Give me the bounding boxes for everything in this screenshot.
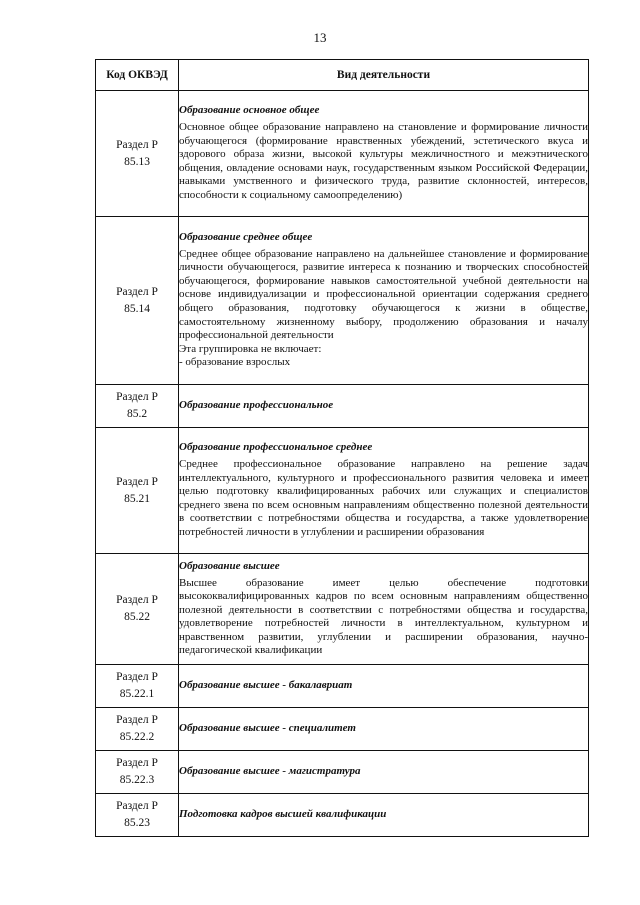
code-cell	[96, 554, 179, 665]
header-code: Код ОКВЭД	[96, 60, 179, 91]
page-number: 13	[313, 30, 327, 45]
code-cell	[96, 794, 179, 837]
code-section: Раздел Р	[116, 714, 158, 726]
exclusion-item: - образование взрослых	[179, 356, 291, 369]
activity-text: Высшее образование имеет целью обеспечение подготовки высококвалифицированных кадров по всем основным направлениям общественно полезной деятельности в соответствии с потребностями общества и государства, удовлетворение потребностей личности в интеллектуальном, культурном и нравственном развитии, углублении и расширении образования, научно-педагогической квалификации	[179, 576, 588, 657]
table-row	[96, 665, 589, 708]
code-number: 85.23	[124, 817, 150, 829]
table-row	[96, 794, 589, 837]
code-number: 85.2	[126, 408, 148, 420]
code-number: 85.21	[124, 492, 150, 505]
code-section: Раздел Р	[116, 757, 158, 769]
activity-title: Образование профессиональное	[179, 399, 334, 412]
code-cell	[96, 217, 179, 385]
code-section: Раздел Р	[116, 285, 158, 298]
code-number: 85.22.3	[119, 774, 155, 786]
table-row	[96, 91, 589, 217]
code-cell	[96, 751, 179, 794]
activity-cell	[179, 385, 589, 428]
activity-title: Образование среднее общее	[179, 231, 313, 244]
code-section: Раздел Р	[116, 594, 158, 606]
activity-cell	[179, 665, 589, 708]
code-number: 85.22	[124, 611, 150, 623]
exclusion-intro: Эта группировка не включает:	[179, 342, 322, 355]
table-row	[96, 385, 589, 428]
table-row	[96, 751, 589, 794]
activity-title: Образование высшее	[179, 559, 280, 572]
code-number: 85.13	[124, 155, 150, 168]
code-section: Раздел Р	[116, 138, 158, 151]
header-activity: Вид деятельности	[179, 60, 589, 91]
code-section: Раздел Р	[116, 671, 158, 683]
code-section: Раздел Р	[116, 800, 158, 812]
table-row	[96, 428, 589, 554]
activity-cell	[179, 708, 589, 751]
code-section: Раздел Р	[116, 475, 158, 488]
activity-cell	[179, 554, 589, 665]
table-header-row	[96, 60, 589, 91]
activity-title: Образование основное общее	[179, 104, 320, 117]
code-cell	[96, 665, 179, 708]
activity-title: Подготовка кадров высшей квалификации	[179, 808, 387, 821]
table-row	[96, 554, 589, 665]
activity-cell	[179, 91, 589, 217]
table-row	[96, 217, 589, 385]
activity-title: Образование высшее - специалитет	[179, 722, 356, 735]
activity-cell	[179, 751, 589, 794]
table-row	[96, 708, 589, 751]
code-number: 85.22.2	[119, 731, 155, 743]
code-cell	[96, 708, 179, 751]
activity-text: Среднее профессиональное образование направлено на решение задач интеллектуального, культурного и профессионального развития человека и имеет целью подготовку квалифицированных рабочих или служащих и специалистов среднего звена по всем основным направлениям общественно полезной деятельности в соответствии с потребностями общества и государства, а также удовлетворение потребностей личности в углублении и расширении образования	[179, 458, 588, 538]
code-number: 85.22.1	[119, 688, 155, 700]
activity-text: Среднее общее образование направлено на дальнейшее становление и формирование личности обучающегося, развитие интереса к познанию и творческих способностей обучающегося, формирование навыков самостоятельной учебной деятельности на основе индивидуализации и профессиональной ориентации содержания среднего общего образования, подготовку обучающегося к жизни в обществе, самостоятельному жизненному выбору, продолжению образования и началу профессиональной деятельности	[179, 247, 588, 342]
code-section: Раздел Р	[116, 391, 158, 403]
code-cell	[96, 428, 179, 554]
activity-cell	[179, 428, 589, 554]
code-number: 85.14	[124, 302, 150, 315]
activity-title: Образование профессиональное среднее	[179, 441, 373, 454]
activity-title: Образование высшее - магистратура	[179, 765, 361, 778]
activity-text: Основное общее образование направлено на становление и формирование личности обучающегося (формирование нравственных убеждений, эстетического вкуса и здорового образа жизни, высокой культуры межличностного и межэтнического общения, овладение основами наук, государственным языком Российской Федерации, навыками умственного и физического труда, развитие склонностей, интересов, способности к социальному самоопределению)	[179, 121, 588, 201]
code-cell	[96, 385, 179, 428]
okved-table	[95, 59, 589, 837]
code-cell	[96, 91, 179, 217]
activity-title: Образование высшее - бакалавриат	[179, 679, 353, 692]
activity-cell	[179, 794, 589, 837]
activity-cell	[179, 217, 589, 385]
